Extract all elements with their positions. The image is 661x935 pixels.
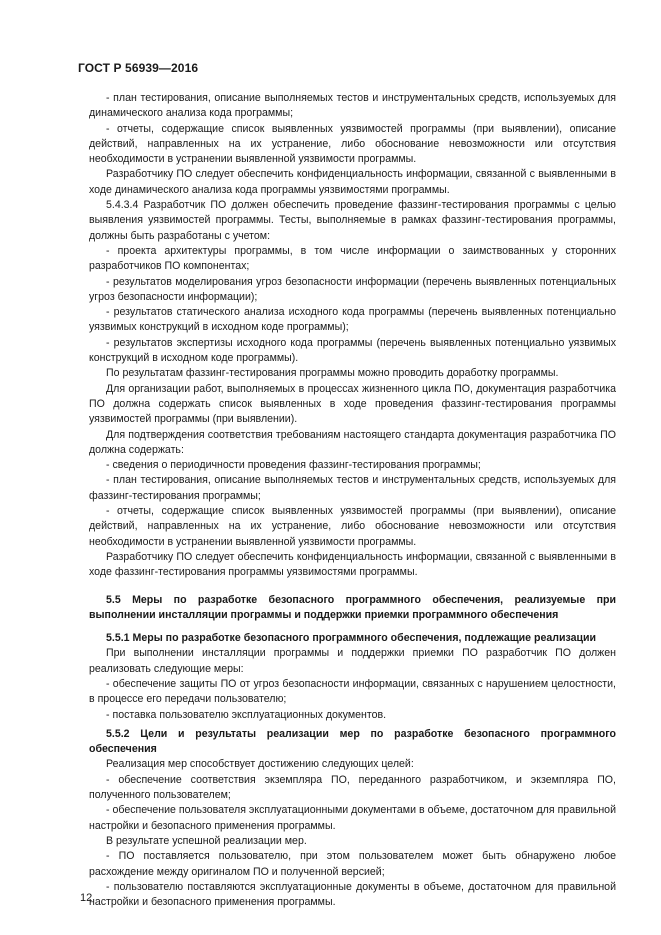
paragraph: - отчеты, содержащие список выявленных уязвимостей программы (при выявлении), описание действий, направленных на их устранение, либо обоснование невозможности или отсутствия необходимости в устранении выявленной уязвимости программы. [89,122,616,166]
page-number: 12 [80,892,93,904]
paragraph: Реализация мер способствует достижению следующих целей: [106,758,414,771]
paragraph: - обеспечение пользователя эксплуатационными документами в объеме, достаточном для правильной настройки и безопасного применения программы. [89,804,616,832]
paragraph: - проекта архитектуры программы, в том числе информации о заимствованных у сторонних разработчиков ПО компонентах; [89,244,616,273]
paragraph: - обеспечение соответствия экземпляра ПО, переданного разработчиком, и экземпляра ПО, полученного пользователем; [89,773,616,802]
paragraph: Разработчику ПО следует обеспечить конфиденциальность информации, связанной с выявленными в ходе динамического анализа кода программы уязвимостями программы. [89,168,616,196]
paragraph: В результате успешной реализации мер. [106,834,307,847]
subsection-5-5-2-heading: 5.5.2 Цели и результаты реализации мер по разработке безопасного программного обеспечения [89,727,616,756]
paragraph: - результатов статического анализа исходного кода программы (перечень выявленных потенциально уязвимых конструкций в исходном коде программы); [89,306,616,334]
paragraph: Для подтверждения соответствия требованиям настоящего стандарта документация разработчика ПО должна содержать: [89,428,616,456]
paragraph: - план тестирования, описание выполняемых тестов и инструментальных средств, используемых для фаззинг-тестирования программы; [89,474,616,502]
paragraph: По результатам фаззинг-тестирования программы можно проводить доработку программы. [106,367,559,380]
page-content [89,91,616,910]
standard-header: ГОСТ Р 56939—2016 [78,61,199,75]
paragraph: 5.4.3.4 Разработчик ПО должен обеспечить проведение фаззинг-тестирования программы с целью выявления уязвимостей программы. Тесты, выполняемые в рамках фаззинг-тестирования программы, должны быть разработаны с учетом: [89,199,616,242]
paragraph: - результатов моделирования угроз безопасности информации (перечень выявленных потенциальных угроз безопасности информации); [89,275,616,303]
paragraph: - отчеты, содержащие список выявленных уязвимостей программы (при выявлении), описание действий, направленных на их устранение, либо обоснование невозможности или отсутствия необходимости в устранении выявленной уязвимости программы. [89,505,616,548]
paragraph: - ПО поставляется пользователю, при этом пользователем может быть обнаружено любое расхождение между оригиналом ПО и полученной версией; [89,850,616,878]
section-5-5-heading: 5.5 Меры по разработке безопасного программного обеспечения, реализуемые при выполнении инсталляции программы и поддержки приемки программного обеспечения [89,593,616,621]
paragraph: При выполнении инсталляции программы и поддержки приемки ПО разработчик ПО должен реализовать следующие меры: [89,647,616,675]
paragraph: - пользователю поставляются эксплуатационные документы в объеме, достаточном для правильной настройки и безопасного применения программы. [89,880,616,909]
paragraph: Для организации работ, выполняемых в процессах жизненного цикла ПО, документация разработчика ПО должна содержать список выявленных в ходе проведения фаззинг-тестирования программы уязвимостей программы (при выявлении). [89,382,616,426]
paragraph: - план тестирования, описание выполняемых тестов и инструментальных средств, используемых для динамического анализа кода программы; [89,92,616,120]
paragraph: Разработчику ПО следует обеспечить конфиденциальность информации, связанной с выявленными в ходе фаззинг-тестирования программы уязвимостями программы. [89,550,616,579]
paragraph: - результатов экспертизы исходного кода программы (перечень выявленных потенциально уязвимых конструкций в исходном коде программы). [89,336,616,365]
paragraph: - поставка пользователю эксплуатационных документов. [106,708,387,721]
paragraph: - обеспечение защиты ПО от угроз безопасности информации, связанных с нарушением целостности, в процессе его передачи пользователю; [89,677,616,706]
paragraph: - сведения о периодичности проведения фаззинг-тестирования программы; [106,459,481,472]
subsection-5-5-1-heading: 5.5.1 Меры по разработке безопасного программного обеспечения, подлежащие реализации [106,632,597,645]
